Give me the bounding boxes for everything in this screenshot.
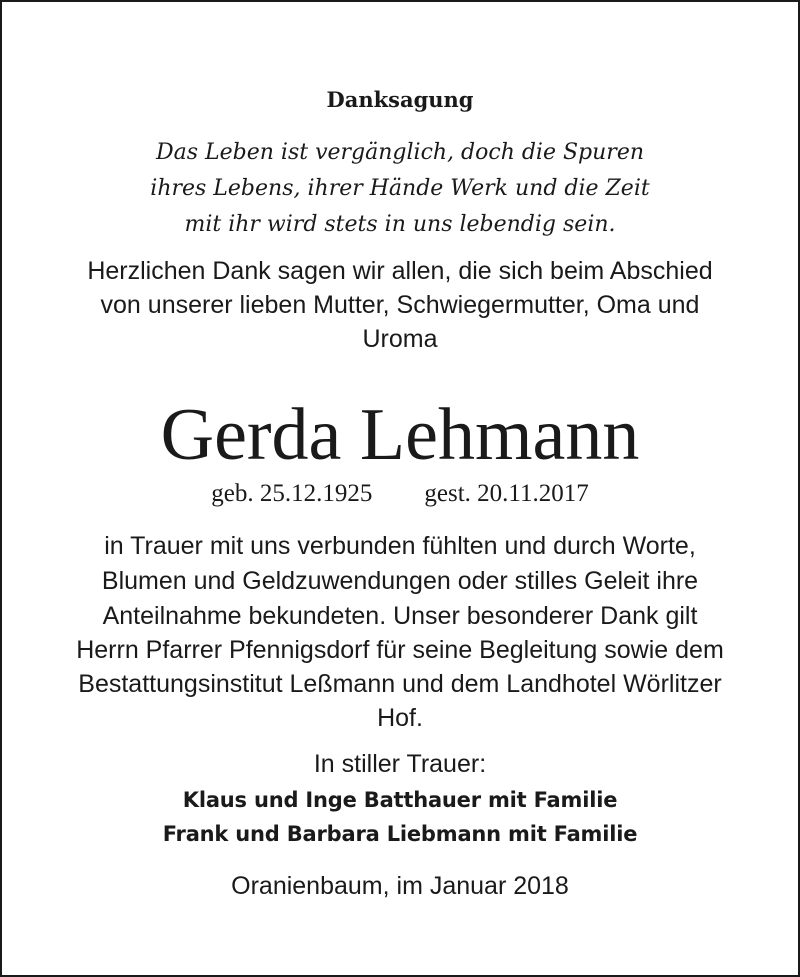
verse-line-1: Das Leben ist vergänglich, doch die Spuren [155, 140, 645, 165]
body-line-3: Anteilnahme bekundeten. Unser besonderer Dank gilt [102, 602, 698, 630]
verse-line-3: mit ihr wird stets in uns lebendig sein. [184, 212, 616, 237]
body-line-5: Bestattungsinstitut Leßmann und dem Landhotel Wörlitzer [78, 670, 722, 698]
body-line-2: Blumen und Geldzuwendungen oder stilles Geleit ihre [101, 567, 699, 595]
body-line-1: in Trauer mit uns verbunden fühlten und durch Worte, [104, 532, 696, 560]
place-and-date: Oranienbaum, im Januar 2018 [231, 872, 569, 900]
notice-heading: Danksagung [326, 87, 474, 112]
signatory-2: Frank und Barbara Liebmann mit Familie [162, 822, 638, 846]
body-line-4: Herrn Pfarrer Pfennigsdorf für seine Begleitung sowie dem [76, 636, 724, 664]
deceased-name: Gerda Lehmann [160, 394, 640, 476]
birth-date: geb. 25.12.1925 [211, 480, 373, 507]
verse-line-2: ihres Lebens, ihrer Hände Werk und die Zeit [150, 176, 650, 201]
intro-line-2: von unserer lieben Mutter, Schwiegermutter, Oma und [100, 291, 700, 319]
death-date: gest. 20.11.2017 [424, 480, 589, 507]
intro-line-3: Uroma [362, 325, 438, 353]
signatory-1: Klaus und Inge Batthauer mit Familie [182, 788, 618, 812]
mourning-label: In stiller Trauer: [313, 750, 487, 778]
intro-line-1: Herzlichen Dank sagen wir allen, die sich beim Abschied [87, 257, 713, 285]
life-dates [2, 476, 798, 512]
body-line-6: Hof. [377, 704, 423, 732]
